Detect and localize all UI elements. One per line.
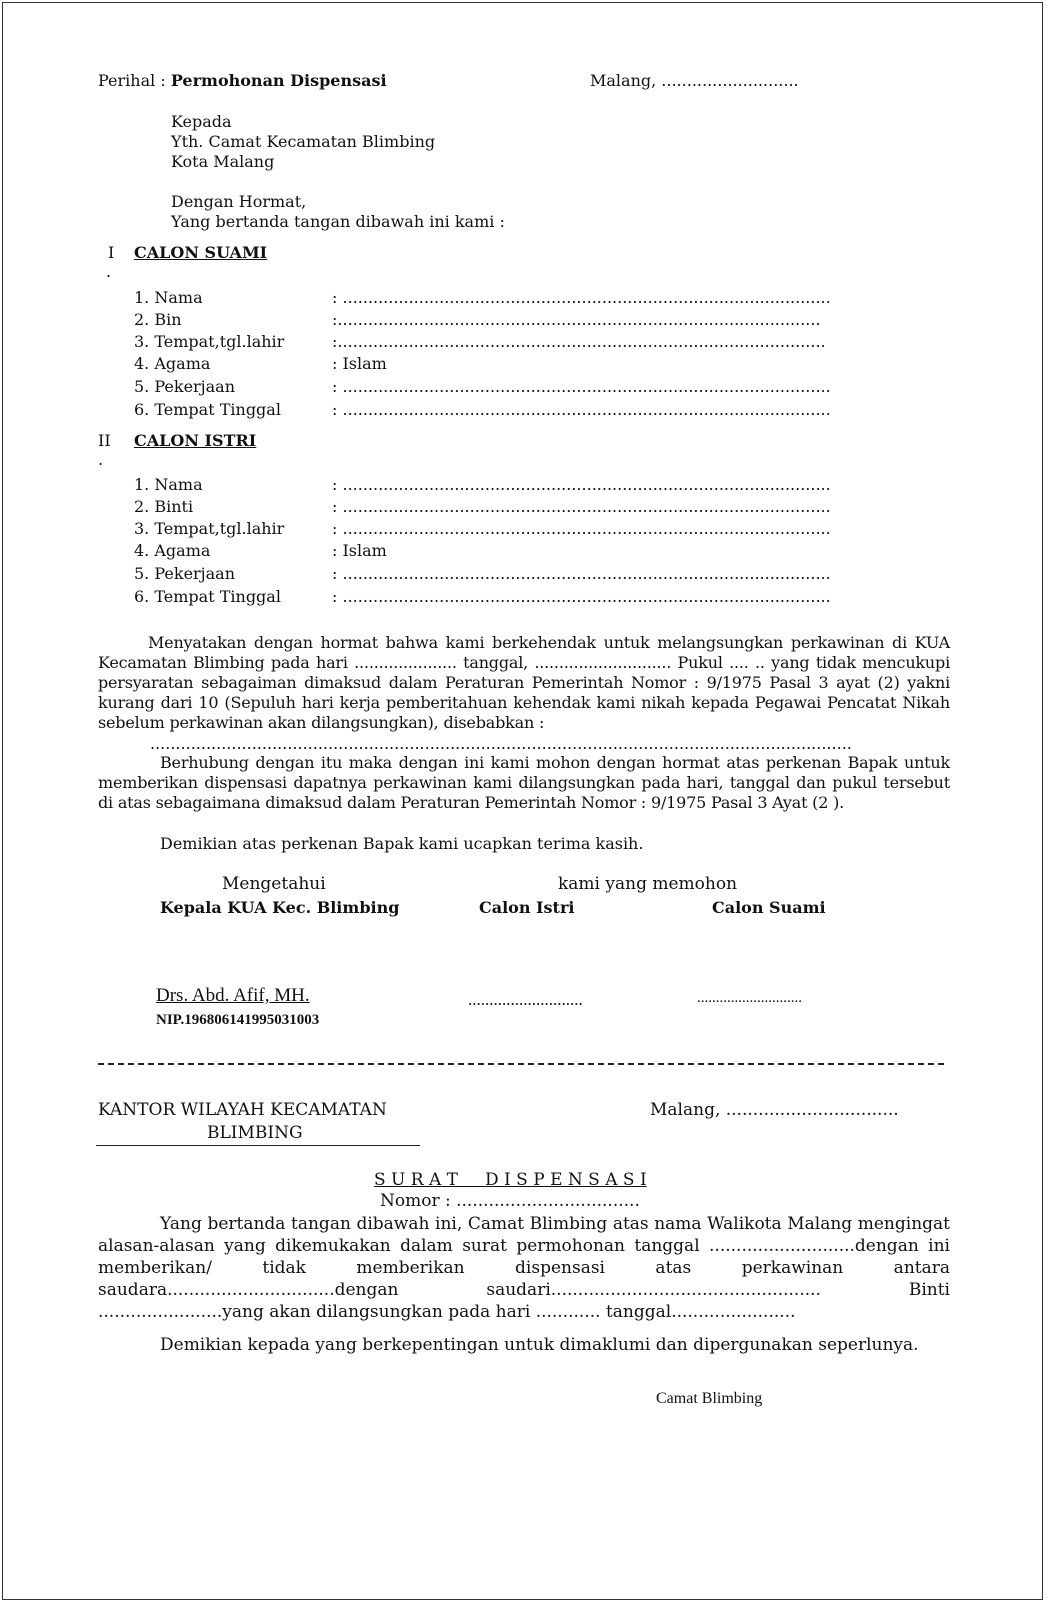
istri-field-value: : ................................................................................................ <box>332 587 831 606</box>
suami-field-label: 2. Bin <box>134 310 182 329</box>
section-dot-suami: . <box>106 262 112 281</box>
suami-field-label: 3. Tempat,tgl.lahir <box>134 332 285 351</box>
suami-field-value: : ................................................................................................ <box>332 288 831 307</box>
section-number-suami: I <box>108 243 115 262</box>
kami-memohon-label: kami yang memohon <box>558 874 738 894</box>
kua-signer-nip: NIP.196806141995031003 <box>156 1012 320 1028</box>
intro-line: Yang bertanda tangan dibawah ini kami : <box>171 212 505 231</box>
dispensasi-closing <box>98 1334 950 1356</box>
suami-field-label: 4. Agama <box>134 354 211 373</box>
dispensasi-title: S U R A T D I S P E N S A S I <box>374 1170 647 1190</box>
istri-field-label: 5. Pekerjaan <box>134 564 236 583</box>
section-title-suami: CALON SUAMI <box>134 243 268 262</box>
header-place-date: Malang, ........................... <box>590 71 799 90</box>
section-number-istri: II <box>98 431 111 450</box>
perihal-value: Permohonan Dispensasi <box>170 71 387 90</box>
dispensasi-closing-text: Demikian kepada yang berkepentingan untuk dimaklumi dan dipergunakan seperlunya. <box>160 1335 919 1355</box>
office-underline <box>96 1145 420 1146</box>
kepala-kua-label: Kepala KUA Kec. Blimbing <box>160 898 400 917</box>
istri-field-value: : ................................................................................................ <box>332 475 831 494</box>
reason-dots: .......................................................................................................................................... <box>150 734 852 753</box>
istri-field-value: : ................................................................................................ <box>332 497 831 516</box>
suami-field-value: : ................................................................................................ <box>332 400 831 419</box>
suami-field-value: :................................................................................................ <box>332 332 826 351</box>
suami-field-label: 1. Nama <box>134 288 203 307</box>
istri-field-value: : Islam <box>332 541 387 560</box>
istri-field-label: 6. Tempat Tinggal <box>134 587 281 606</box>
suami-field-value: : ................................................................................................ <box>332 377 831 396</box>
office-name: KANTOR WILAYAH KECAMATAN <box>98 1100 387 1120</box>
statement-paragraph <box>98 633 950 733</box>
address-recipient: Yth. Camat Kecamatan Blimbing <box>171 132 436 151</box>
calon-istri-label: Calon Istri <box>479 898 575 917</box>
istri-field-label: 3. Tempat,tgl.lahir <box>134 519 285 538</box>
dispensasi-paragraph <box>98 1213 950 1323</box>
perihal-line <box>98 71 387 90</box>
istri-signature-dots: ........................... <box>468 990 583 1009</box>
istri-field-value: : ................................................................................................ <box>332 564 831 583</box>
suami-field-value: : Islam <box>332 354 387 373</box>
mengetahui-label: Mengetahui <box>222 874 326 894</box>
greeting: Dengan Hormat, <box>171 192 307 211</box>
office-name-cont: BLIMBING <box>207 1123 303 1143</box>
address-city: Kota Malang <box>171 152 275 171</box>
perihal-label: Perihal : <box>98 71 171 90</box>
request-paragraph <box>98 753 950 813</box>
suami-field-label: 5. Pekerjaan <box>134 377 236 396</box>
request-text: Berhubung dengan itu maka dengan ini kami mohon dengan hormat atas perkenan Bapak untuk memberikan dispensasi dapatnya perkawinan kami dilangsungkan pada hari, tanggal dan pukul tersebut di atas sebagaimana dimaksud dalam Peraturan Pemerintah Nomor : 9/1975 Pasal 3 Ayat (2 ). <box>98 753 950 812</box>
suami-field-value: :............................................................................................... <box>332 310 821 329</box>
istri-field-value: : ................................................................................................ <box>332 519 831 538</box>
calon-suami-label: Calon Suami <box>712 898 826 917</box>
suami-signature-dots: ............................ <box>697 990 802 1006</box>
cut-line-divider <box>98 1063 944 1065</box>
office-place-date: Malang, ................................ <box>650 1100 899 1120</box>
camat-signer: Camat Blimbing <box>656 1390 763 1407</box>
istri-field-label: 1. Nama <box>134 475 203 494</box>
istri-field-label: 4. Agama <box>134 541 211 560</box>
istri-field-label: 2. Binti <box>134 497 194 516</box>
dispensasi-text: Yang bertanda tangan dibawah ini, Camat Blimbing atas nama Walikota Malang mengingat alasan-alasan yang dikemukakan dalam surat permohonan tanggal ...........................dengan ini memberikan/ tidak memberikan dispensasi atas perkawinan antara saudara...............................dengan saudari.................................................. Binti .......................yang akan dilangsungkan pada hari ............ tanggal....................... <box>98 1214 950 1322</box>
address-kepada: Kepada <box>171 112 232 131</box>
kua-signer-name: Drs. Abd. Afif, MH. <box>156 985 310 1006</box>
statement-text: Menyatakan dengan hormat bahwa kami berkehendak untuk melangsungkan perkawinan di KUA Kecamatan Blimbing pada hari ..................... tanggal, ............................ Pukul .... .. yang tidak mencukupi persyaratan sebagaiman dimaksud dalam Peraturan Pemerintah Nomor : 9/1975 Pasal 3 ayat (2) yakni kurang dari 10 (Sepuluh hari kerja pemberitahuan kehendak kami nikah kepada Pegawai Pencatat Nikah sebelum perkawinan akan dilangsungkan), disebabkan : <box>98 633 950 732</box>
section-dot-istri: . <box>98 450 104 469</box>
suami-field-label: 6. Tempat Tinggal <box>134 400 281 419</box>
closing-line: Demikian atas perkenan Bapak kami ucapkan terima kasih. <box>160 834 644 853</box>
section-title-istri: CALON ISTRI <box>134 431 257 450</box>
dispensasi-nomor: Nomor : .................................. <box>380 1191 640 1211</box>
